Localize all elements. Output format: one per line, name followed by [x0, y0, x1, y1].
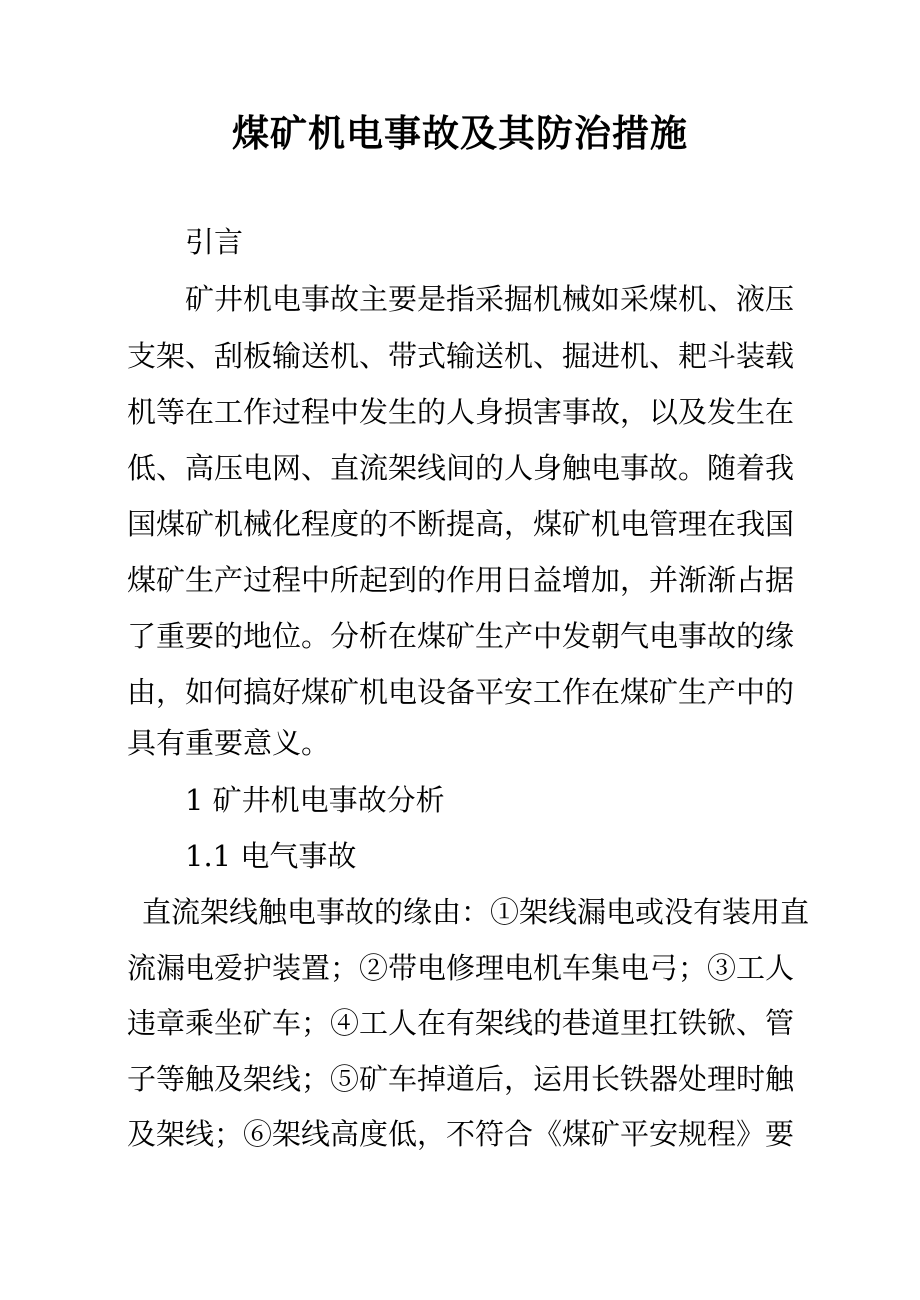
paragraph-line: 机等在工作过程中发生的人身损害事故，以及发生在 [127, 395, 795, 429]
paragraph-line: 国煤矿机械化程度的不断提高，煤矿机电管理在我国 [127, 507, 795, 541]
paragraph-line: 低、高压电网、直流架线间的人身触电事故。随着我 [127, 451, 795, 485]
document-title: 煤矿机电事故及其防治措施 [232, 111, 688, 155]
paragraph-line: 违章乘坐矿车；④工人在有架线的巷道里扛铁锨、管 [127, 1006, 795, 1040]
paragraph-line: 直流架线触电事故的缘由：①架线漏电或没有装用直 [142, 895, 810, 929]
paragraph-line: 子等触及架线；⑤矿车掉道后，运用长铁器处理时触 [127, 1062, 795, 1096]
section-heading-1: 1 矿井机电事故分析 [185, 783, 445, 817]
paragraph-line: 及架线；⑥架线高度低，不符合《煤矿平安规程》要 [127, 1117, 795, 1151]
paragraph-line: 由，如何搞好煤矿机电设备平安工作在煤矿生产中的 [127, 675, 795, 709]
paragraph-line: 流漏电爱护装置；②带电修理电机车集电弓；③工人 [127, 951, 795, 985]
section-heading-1-1: 1.1 电气事故 [185, 839, 357, 873]
section-heading-intro: 引言 [185, 225, 244, 259]
paragraph-line: 了重要的地位。分析在煤矿生产中发朝气电事故的缘 [127, 619, 795, 653]
paragraph-line: 支架、刮板输送机、带式输送机、掘进机、耙斗装载 [127, 339, 795, 373]
paragraph-line: 煤矿生产过程中所起到的作用日益增加，并渐渐占据 [127, 563, 795, 597]
paragraph-line: 具有重要意义。 [127, 726, 331, 760]
paragraph-line: 矿井机电事故主要是指采掘机械如采煤机、液压 [185, 282, 795, 316]
